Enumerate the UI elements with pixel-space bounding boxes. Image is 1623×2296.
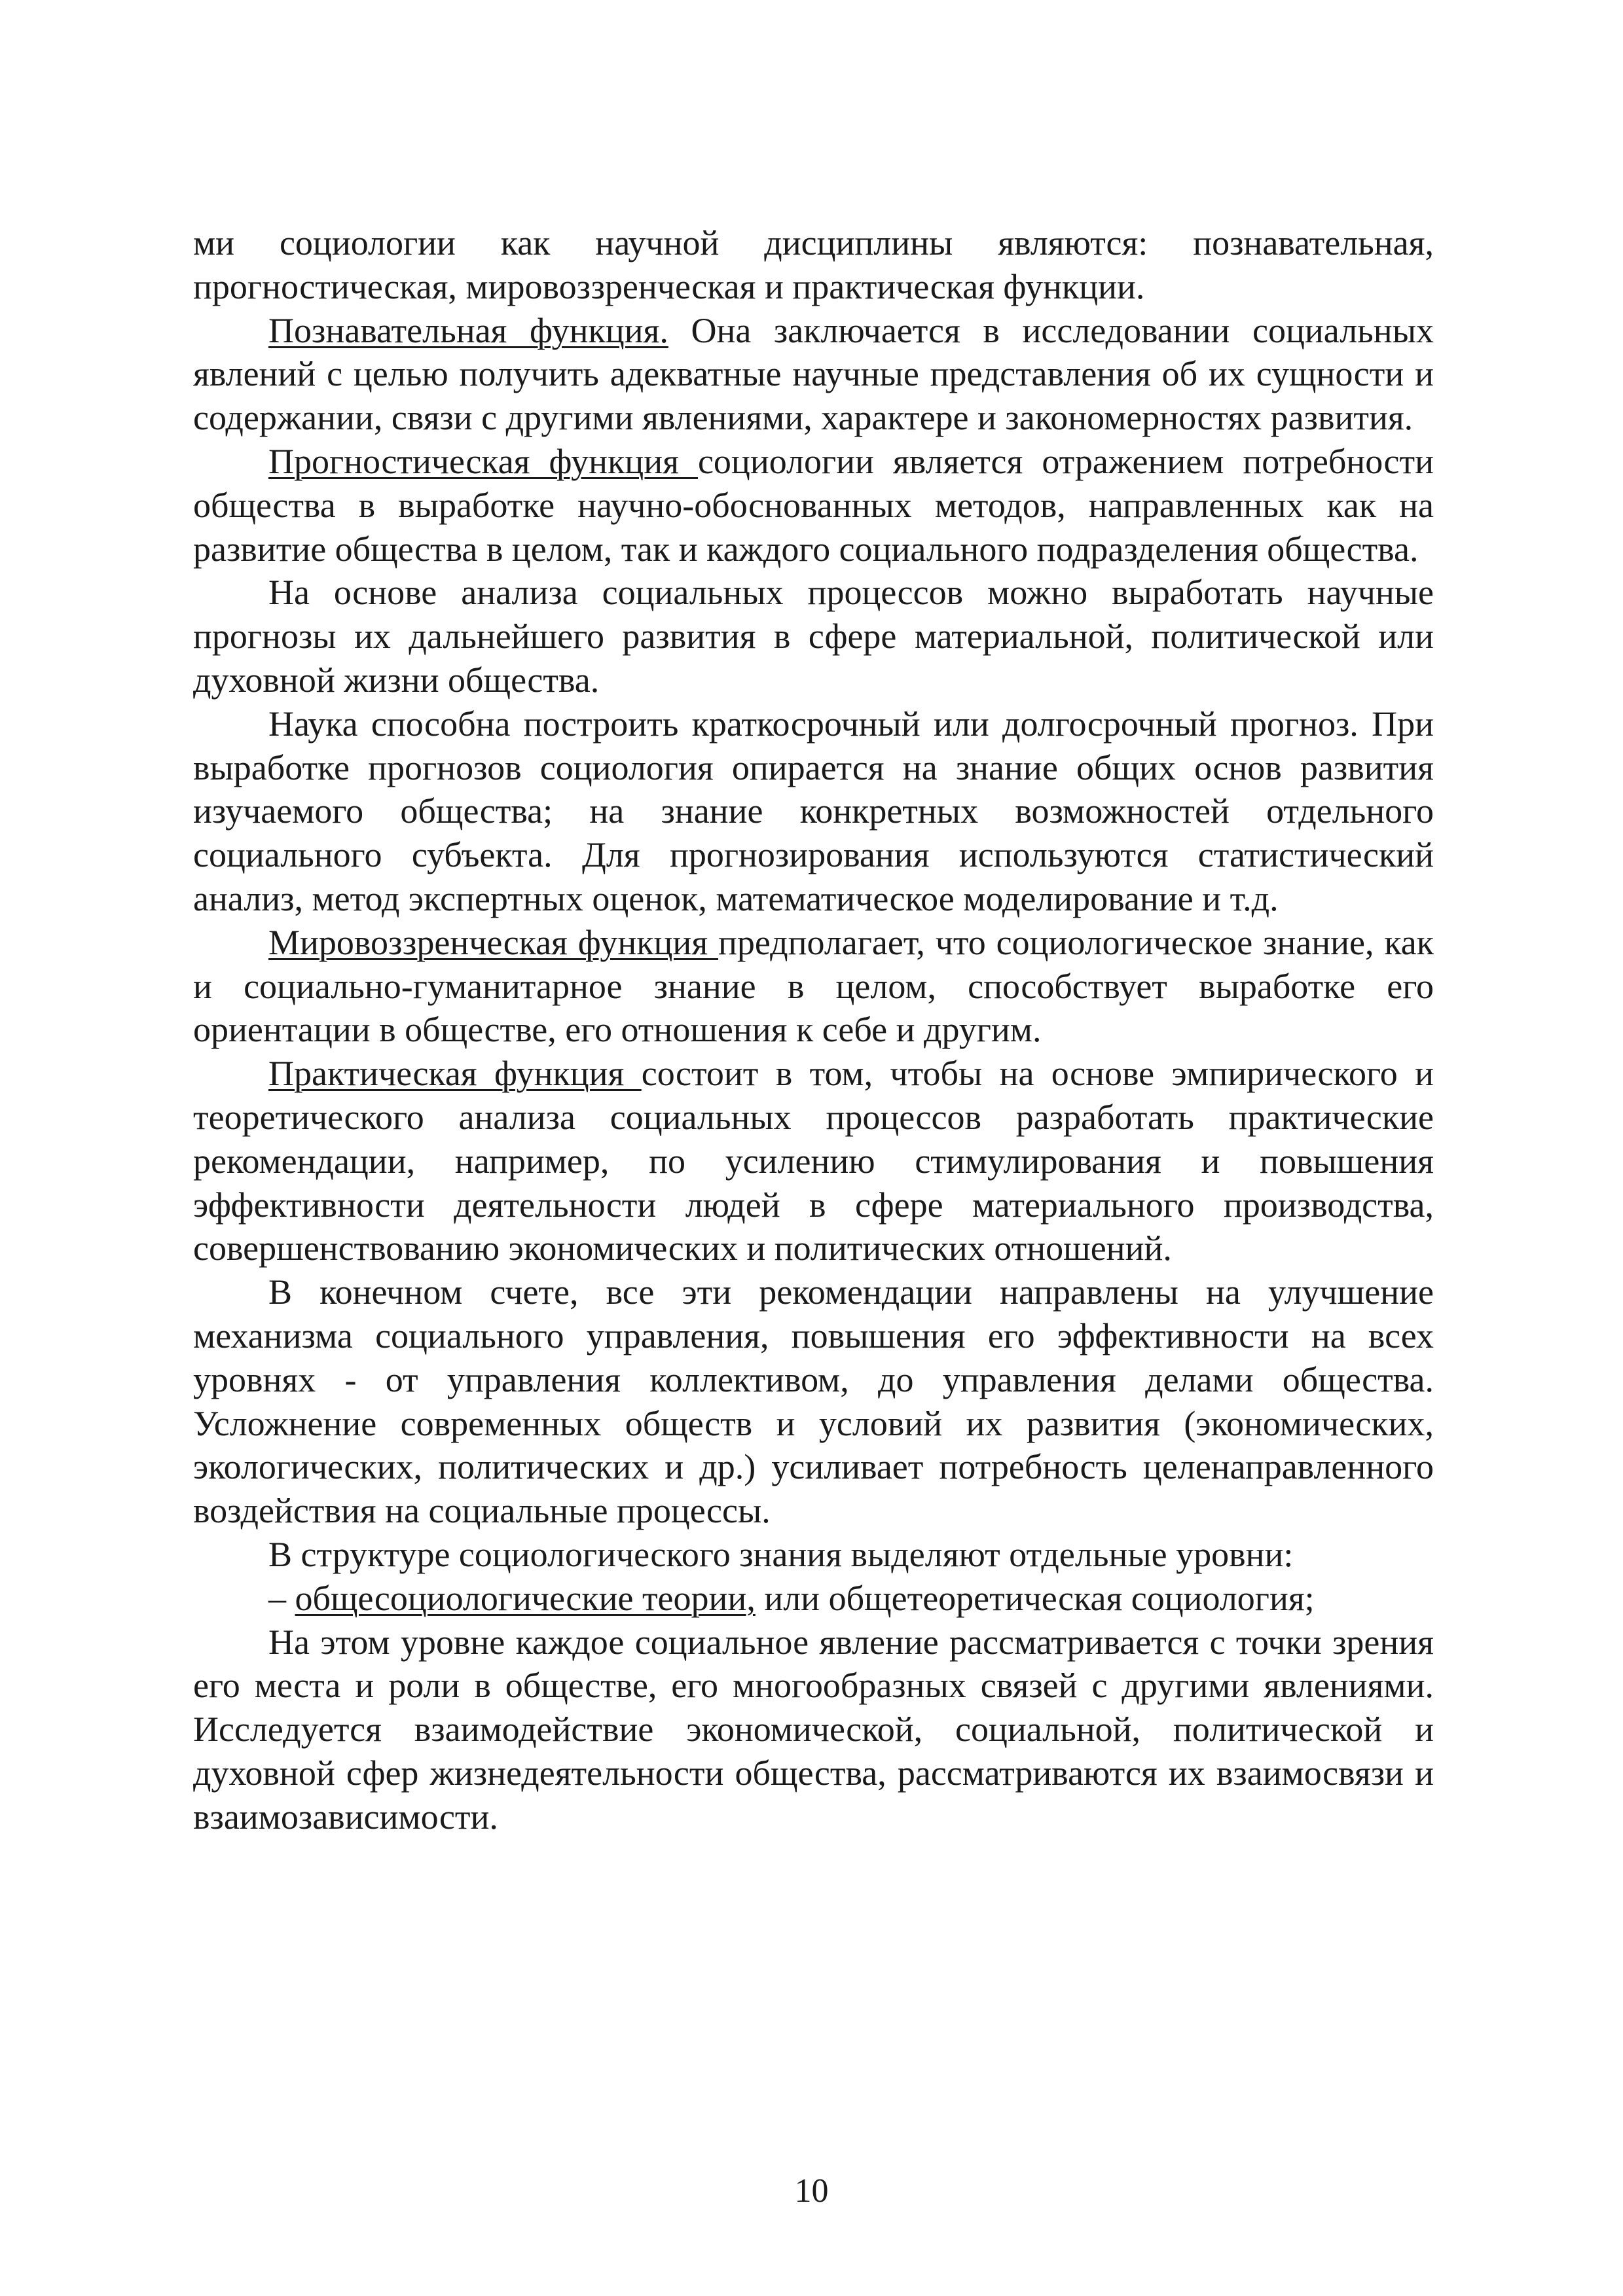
paragraph-text: социологии является отражением потребности общества в выработке научно-обоснованных методов, направленных как на развитие общества в целом, так и каждого социального подразделения общества. [193,441,1434,569]
paragraph-text: ми социологии как научной дисциплины являются: познавательная, прогностическая, мировоззренческая и практическая функции. [193,223,1434,306]
paragraph-text: состоит в том, чтобы на основе эмпирического и теоретического анализа социальных процессов разработать практические рекомендации, например, по усилению стимулирования и повышения эффективности деятельности людей в сфере материального производства, совершенствованию экономических и политических отношений. [193,1054,1434,1268]
list-item-general-theories [193,1577,1434,1621]
paragraph-cognitive-function [193,309,1434,440]
paragraph-forecast-basis [193,571,1434,702]
paragraph-structure-levels [193,1533,1434,1577]
term-worldview-function: Мировоззренческая функция [268,922,719,962]
list-dash: – [268,1578,295,1618]
page-number: 10 [794,2172,829,2210]
term-general-theories: общесоциологические теории, [295,1578,756,1618]
paragraph-practical-function [193,1052,1434,1270]
paragraph-text: предполагает, что социологическое знание, как и социально-гуманитарное знание в целом, способствует выработке его ориентации в обществе, его отношения к себе и другим. [193,922,1434,1050]
paragraph-forecast-types [193,702,1434,921]
body-text [193,221,1434,1839]
paragraph-text: или общетеоретическая социология; [755,1578,1315,1618]
paragraph-text: В конечном счете, все эти рекомендации направлены на улучшение механизма социального управления, повышения его эффективности на всех уровнях - от управления коллективом, до управления делами общества. Усложнение современных обществ и условий их развития (экономических, экологических, политических и др.) усиливает потребность целенаправленного воздействия на социальные процессы. [193,1272,1434,1531]
term-practical-function: Практическая функция [268,1054,642,1094]
paragraph-text: Она заключается в исследовании социальных явлений с целью получить адекватные научные представления об их сущности и содержании, связи с другими явлениями, характере и закономерностях развития. [193,310,1434,438]
paragraph-text: В структуре социологического знания выделяют отдельные уровни: [268,1534,1294,1574]
term-cognitive-function: Познавательная функция. [268,310,668,350]
paragraph-text: Наука способна построить краткосрочный или долгосрочный прогноз. При выработке прогнозов социология опирается на знание общих основ развития изучаемого общества; на знание конкретных возможностей отдельного социального субъекта. Для прогнозирования используются статистический анализ, метод экспертных оценок, математическое моделирование и т.д. [193,704,1434,918]
paragraph-intro [193,221,1434,309]
paragraph-worldview-function [193,921,1434,1052]
term-prognostic-function: Прогностическая функция [268,441,698,481]
paragraph-text: На основе анализа социальных процессов можно выработать научные прогнозы их дальнейшего развития в сфере материальной, политической или духовной жизни общества. [193,573,1434,700]
paragraph-recommendations [193,1270,1434,1533]
paragraph-text: На этом уровне каждое социальное явление рассматривается с точки зрения его места и роли в обществе, его многообразных связей с другими явлениями. Исследуется взаимодействие экономической, социальной, политической и духовной сфер жизнедеятельности общества, рассматриваются их взаимосвязи и взаимозависимости. [193,1622,1434,1837]
paragraph-general-level [193,1621,1434,1839]
paragraph-prognostic-function [193,440,1434,571]
